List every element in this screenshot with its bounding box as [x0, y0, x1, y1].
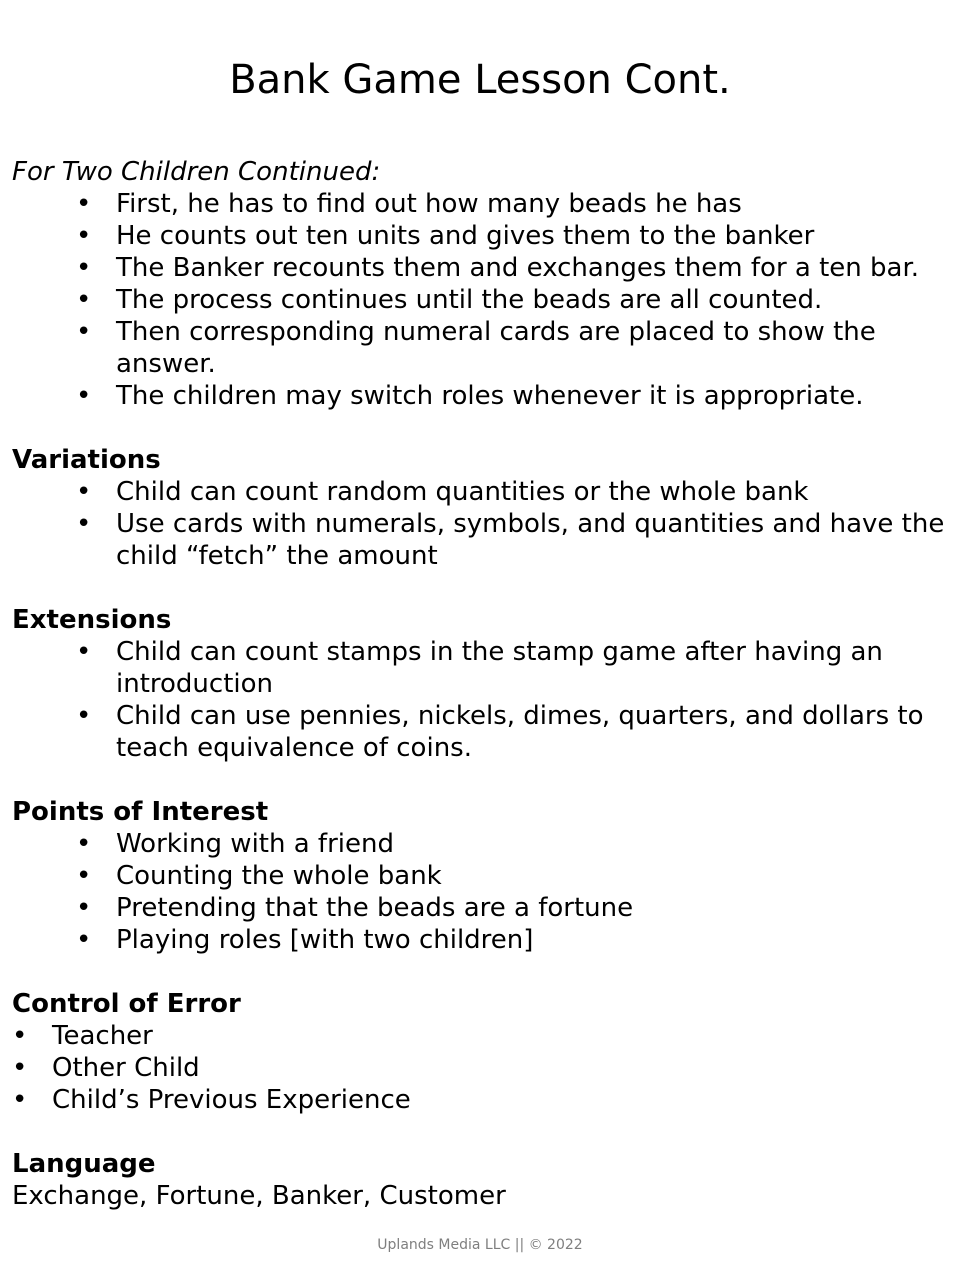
variations-list — [12, 476, 952, 572]
page-title: Bank Game Lesson Cont. — [229, 57, 731, 103]
points-of-interest-heading: Points of Interest — [12, 797, 269, 827]
list-item: • Working with a friend — [12, 828, 952, 860]
list-item: • Teacher — [12, 1020, 952, 1052]
section-spacer — [12, 956, 952, 988]
list-item: • Child can count random quantities or the whole bank — [12, 476, 952, 508]
section-spacer — [12, 764, 952, 796]
list-item: • Use cards with numerals, symbols, and quantities and have the child “fetch” the amount — [12, 508, 952, 572]
list-item: • Other Child — [12, 1052, 952, 1084]
extensions-list — [12, 636, 952, 764]
list-item: • Child can count stamps in the stamp game after having an introduction — [12, 636, 952, 700]
list-item: • Child can use pennies, nickels, dimes, quarters, and dollars to teach equivalence of coins. — [12, 700, 952, 764]
language-heading: Language — [12, 1149, 156, 1179]
intro-label: For Two Children Continued: — [12, 157, 381, 187]
list-item: • The children may switch roles whenever it is appropriate. — [12, 380, 952, 412]
section-spacer — [12, 572, 952, 604]
list-item: • He counts out ten units and gives them to the banker — [12, 220, 952, 252]
control-of-error-list — [12, 1020, 952, 1116]
list-item: • The process continues until the beads are all counted. — [12, 284, 952, 316]
points-of-interest-list — [12, 828, 952, 956]
section-spacer — [12, 412, 952, 444]
list-item: • The Banker recounts them and exchanges them for a ten bar. — [12, 252, 952, 284]
document-body — [12, 156, 952, 1212]
list-item: • Then corresponding numeral cards are placed to show the answer. — [12, 316, 952, 380]
footer-copyright: Uplands Media LLC || © 2022 — [377, 1237, 583, 1253]
list-item: • Child’s Previous Experience — [12, 1084, 952, 1116]
extensions-heading: Extensions — [12, 605, 172, 635]
variations-heading: Variations — [12, 445, 161, 475]
intro-list — [12, 188, 952, 412]
language-text: Exchange, Fortune, Banker, Customer — [12, 1181, 506, 1211]
section-spacer — [12, 1116, 952, 1148]
list-item: • Playing roles [with two children] — [12, 924, 952, 956]
control-of-error-heading: Control of Error — [12, 989, 241, 1019]
list-item: • Counting the whole bank — [12, 860, 952, 892]
list-item: • First, he has to find out how many beads he has — [12, 188, 952, 220]
list-item: • Pretending that the beads are a fortune — [12, 892, 952, 924]
